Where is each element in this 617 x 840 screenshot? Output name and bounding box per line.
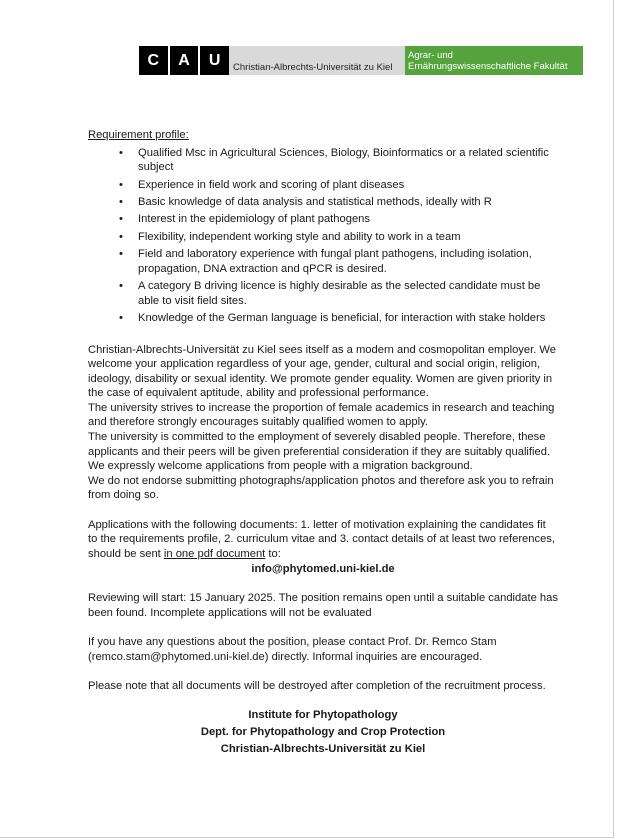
logo-letter-c: C	[139, 46, 170, 75]
bullet-icon: •	[119, 195, 123, 208]
list-item: • Knowledge of the German language is beneficial, for interaction with stake holders	[119, 312, 546, 325]
institute-name: Institute for Phytopathology	[248, 709, 398, 722]
logo-letter-u: U	[208, 52, 221, 69]
document-body	[88, 128, 558, 758]
list-item: • Basic knowledge of data analysis and statistical methods, ideally with R	[119, 195, 492, 208]
university-name: Christian-Albrechts-Universität zu Kiel	[233, 62, 393, 73]
bullet-icon: •	[119, 146, 123, 159]
questions-paragraph: If you have any questions about the position, please contact Prof. Dr. Remco Stam (remco.stam@phytomed.uni-kiel.de) directly. Informal inquiries are encouraged.	[88, 636, 497, 663]
list-item: • Field and laboratory experience with fungal plant pathogens, including isolation, propagation, DNA extraction and qPCR is desired.	[119, 248, 532, 275]
signature-block	[88, 707, 558, 758]
university-footer-name: Christian-Albrechts-Universität zu Kiel	[220, 743, 426, 756]
letterhead	[139, 46, 583, 75]
migration-paragraph: We expressly welcome applications from people with a migration background.	[88, 460, 473, 473]
list-item: • Interest in the epidemiology of plant pathogens	[119, 213, 370, 226]
list-item: • A category B driving licence is highly desirable as the selected candidate must be able to visit field sites.	[119, 280, 541, 307]
faculty-banner	[405, 46, 583, 75]
bullet-icon: •	[119, 230, 123, 243]
disability-paragraph: The university is committed to the employment of severely disabled people. Therefore, these applicants and their peers will be given preferential consideration if they are suitably qualified.	[88, 431, 551, 458]
requirements-title: Requirement profile:	[88, 129, 189, 141]
equality-paragraph: Christian-Albrechts-Universität zu Kiel sees itself as a modern and cosmopolitan employer. We welcome your application regardless of your age, gender, cultural and social origin, religion, ideology, disability or sexual identity. We promote gender equality. Women are given priority in the case of equivalent aptitude, ability and professional performance.	[88, 343, 557, 400]
pdf-emphasis: in one pdf document	[163, 547, 266, 560]
bullet-icon: •	[119, 178, 123, 191]
logo-letter-a: A	[170, 46, 201, 75]
faculty-line-1: Agrar- und	[408, 50, 453, 61]
bullet-icon: •	[119, 312, 123, 325]
bullet-icon: •	[119, 213, 123, 226]
requirements-list	[88, 146, 558, 326]
university-banner	[229, 46, 405, 75]
faculty-name	[408, 50, 567, 72]
bullet-icon: •	[119, 248, 123, 261]
list-item: • Flexibility, independent working style and ability to work in a team	[119, 230, 461, 243]
list-item: • Experience in field work and scoring of plant diseases	[119, 178, 405, 191]
applications-paragraph: Applications with the following documents: 1. letter of motivation explaining the candidates fit to the requirements profile, 2. curriculum vitae and 3. contact details of at least two references, should be sent in one pdf document to:	[88, 518, 556, 560]
department-name: Dept. for Phytopathology and Crop Protection	[200, 726, 446, 739]
photos-paragraph: We do not endorse submitting photographs/application photos and therefore ask you to refrain from doing so.	[88, 474, 554, 502]
application-email[interactable]: info@phytomed.uni-kiel.de	[251, 563, 395, 576]
faculty-line-2: Ernährungswissenschaftliche Fakultät	[408, 61, 568, 72]
reviewing-paragraph: Reviewing will start: 15 January 2025. The position remains open until a suitable candidate has been found. Incomplete applications will not be evaluated	[88, 592, 558, 619]
list-item: • Qualified Msc in Agricultural Sciences, Biology, Bioinformatics or a related scientific subject	[119, 146, 549, 174]
bullet-icon: •	[119, 280, 123, 293]
cau-logo	[139, 46, 229, 75]
female-academics-paragraph: The university strives to increase the proportion of female academics in research and teaching and therefore strongly encourages suitably qualified women to apply.	[88, 401, 555, 429]
note-paragraph: Please note that all documents will be destroyed after completion of the recruitment process.	[88, 679, 546, 692]
